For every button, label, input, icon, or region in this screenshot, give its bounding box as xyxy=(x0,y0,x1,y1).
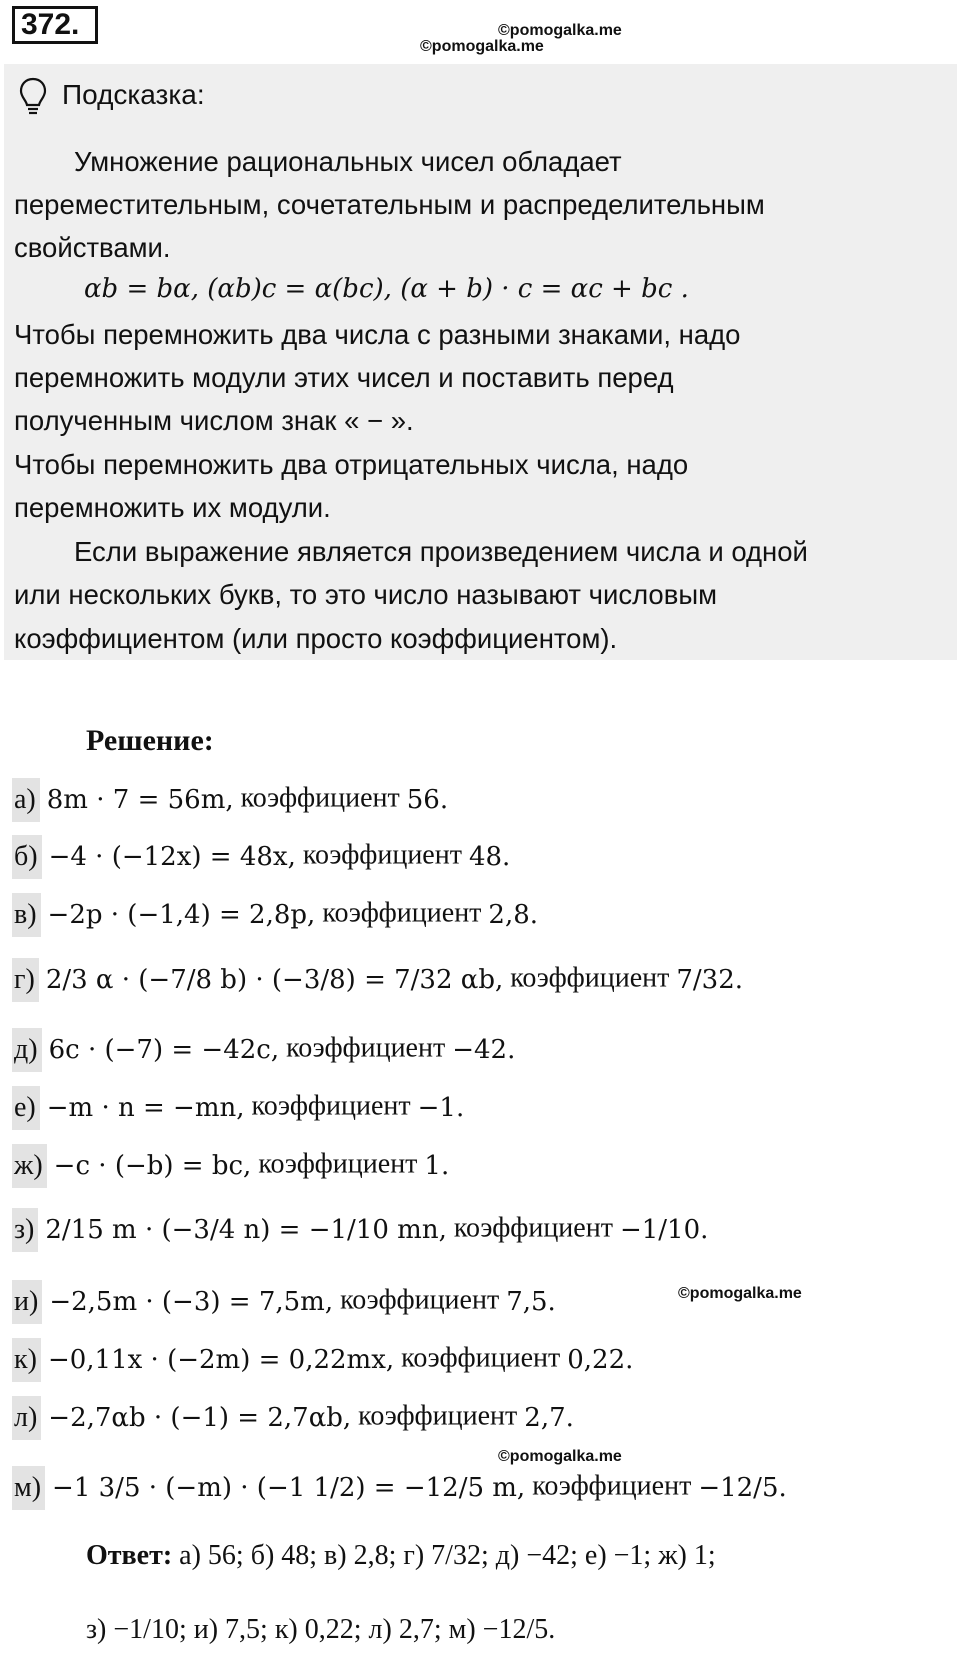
coef-word: коэффициент xyxy=(532,1470,692,1502)
item-coefficient: 7/32. xyxy=(676,965,744,995)
item-expression: −c · (−b) = bc, xyxy=(53,1151,252,1181)
item-label: м) xyxy=(12,1466,45,1510)
item-label: к) xyxy=(12,1338,41,1382)
solution-item xyxy=(12,1028,515,1072)
item-expression: 2/15 m · (−3/4 n) = −1/10 mn, xyxy=(45,1215,447,1245)
item-expression: 8m · 7 = 56m, xyxy=(46,785,234,815)
hint-line: переместительным, сочетательным и распределительным xyxy=(14,189,765,220)
item-coefficient: 7,5. xyxy=(506,1287,556,1317)
coef-word: коэффициент xyxy=(258,1148,418,1180)
item-label: б) xyxy=(12,835,42,879)
item-coefficient: −42. xyxy=(452,1035,516,1065)
item-label: л) xyxy=(12,1396,41,1440)
item-label: в) xyxy=(12,893,41,937)
hint-line: перемножить их модули. xyxy=(14,492,331,523)
item-label: з) xyxy=(12,1208,38,1252)
answer-line-1 xyxy=(86,1540,716,1572)
item-label: е) xyxy=(12,1086,40,1130)
solution-item xyxy=(12,778,448,822)
task-number: 372. xyxy=(12,6,98,44)
item-coefficient: 1. xyxy=(424,1151,450,1181)
solution-item xyxy=(12,1338,633,1382)
solution-item xyxy=(12,1208,708,1252)
solution-item xyxy=(12,1396,574,1440)
coef-word: коэффициент xyxy=(453,1212,613,1244)
hint-line: перемножить модули этих чисел и поставить перед xyxy=(14,362,674,393)
item-coefficient: −1. xyxy=(417,1093,465,1123)
item-coefficient: 2,8. xyxy=(488,900,539,930)
item-expression: −4 · (−12x) = 48x, xyxy=(48,842,296,872)
solution-item xyxy=(12,1144,449,1188)
item-coefficient: −1/10. xyxy=(619,1215,709,1245)
watermark: ©pomogalka.me xyxy=(498,22,622,39)
solution-title: Решение: xyxy=(86,724,214,757)
item-expression: −1 3/5 · (−m) · (−1 1/2) = −12/5 m, xyxy=(52,1473,526,1503)
item-coefficient: 48. xyxy=(468,842,511,872)
coef-word: коэффициент xyxy=(286,1032,446,1064)
hint-formula: αb = bα, (αb)c = α(bc), (α + b) · c = αc + bc . xyxy=(84,274,689,304)
solution-item xyxy=(12,893,538,937)
solution-item xyxy=(12,958,743,1002)
item-coefficient: 2,7. xyxy=(524,1403,574,1433)
hint-line: свойствами. xyxy=(14,232,171,263)
solution-item xyxy=(12,1086,464,1130)
item-coefficient: 56. xyxy=(406,785,449,815)
coef-word: коэффициент xyxy=(510,962,670,994)
item-expression: −2p · (−1,4) = 2,8p, xyxy=(47,900,316,930)
item-label: а) xyxy=(12,778,40,822)
item-expression: −2,5m · (−3) = 7,5m, xyxy=(49,1287,334,1317)
answer-label: Ответ: xyxy=(86,1540,173,1571)
hint-line: коэффициентом (или просто коэффициентом). xyxy=(14,623,618,654)
answer-line-2: з) −1/10; и) 7,5; к) 0,22; л) 2,7; м) −12/5. xyxy=(86,1614,556,1645)
hint-line: или нескольких букв, то это число называют числовым xyxy=(14,579,718,610)
item-expression: 2/3 α · (−7/8 b) · (−3/8) = 7/32 αb, xyxy=(45,965,504,995)
coef-word: коэффициент xyxy=(251,1090,411,1122)
item-label: и) xyxy=(12,1280,42,1324)
watermark: ©pomogalka.me xyxy=(678,1285,802,1302)
item-label: д) xyxy=(12,1028,42,1072)
solution-item xyxy=(12,1466,787,1510)
answer-values: а) 56; б) 48; в) 2,8; г) 7/32; д) −42; е) −1; ж) 1; xyxy=(179,1540,716,1571)
coef-word: коэффициент xyxy=(240,782,400,814)
hint-title: Подсказка: xyxy=(62,79,205,110)
item-label: ж) xyxy=(12,1144,47,1188)
coef-word: коэффициент xyxy=(322,897,482,929)
hint-line: Если выражение является произведением числа и одной xyxy=(74,536,808,567)
coef-word: коэффициент xyxy=(358,1400,518,1432)
hint-line: Умножение рациональных чисел обладает xyxy=(74,146,622,177)
watermark: ©pomogalka.me xyxy=(498,1448,622,1465)
item-expression: −m · n = −mn, xyxy=(46,1093,245,1123)
coef-word: коэффициент xyxy=(401,1342,561,1374)
solution-item xyxy=(12,1280,556,1324)
item-coefficient: 0,22. xyxy=(567,1345,634,1375)
item-coefficient: −12/5. xyxy=(698,1473,787,1503)
lightbulb-icon xyxy=(18,76,48,116)
hint-line: Чтобы перемножить два отрицательных числа, надо xyxy=(14,449,689,480)
hint-line: Чтобы перемножить два числа с разными знаками, надо xyxy=(14,319,741,350)
item-label: г) xyxy=(12,958,39,1002)
coef-word: коэффициент xyxy=(302,839,462,871)
item-expression: 6c · (−7) = −42c, xyxy=(48,1035,280,1065)
watermark: ©pomogalka.me xyxy=(420,38,544,55)
hint-line: полученным числом знак « − ». xyxy=(14,405,414,436)
item-expression: −2,7αb · (−1) = 2,7αb, xyxy=(48,1403,352,1433)
item-expression: −0,11x · (−2m) = 0,22mx, xyxy=(47,1345,395,1375)
solution-item xyxy=(12,835,510,879)
coef-word: коэффициент xyxy=(340,1284,500,1316)
